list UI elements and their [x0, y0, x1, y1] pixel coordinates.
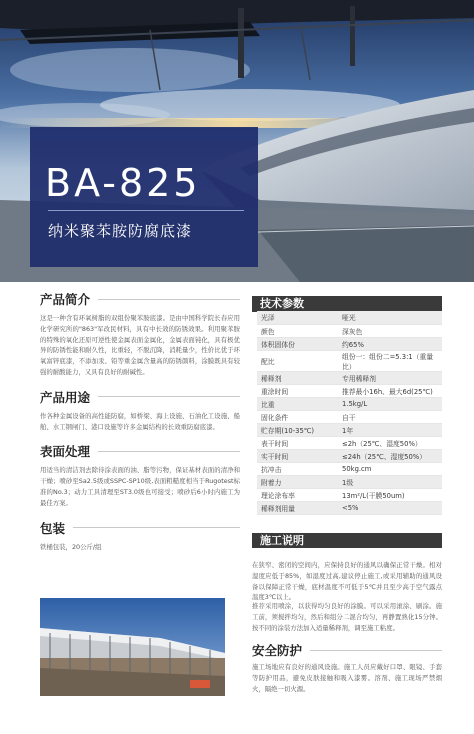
spec-value: 50kg.cm [342, 464, 372, 473]
spec-key: 表干时间 [261, 439, 289, 448]
package-heading [40, 519, 240, 537]
heading-rule [98, 396, 240, 397]
spec-key: 光泽 [257, 311, 338, 324]
product-code: BA-825 [45, 161, 201, 205]
heading-rule [310, 650, 442, 651]
spec-key: 体积固体份 [257, 337, 338, 350]
product-name: 纳米聚苯胺防腐底漆 [48, 222, 193, 240]
spec-row [257, 324, 442, 337]
spec-value: <5% [338, 501, 442, 514]
application-heading: 施工说明 [252, 533, 442, 548]
spec-value: 专用稀释剂 [338, 371, 442, 384]
safety-heading [252, 641, 442, 659]
application-text-1: 在狭窄、密闭的空间内，应保持良好的通风以确保正常干燥。相对湿度应低于85%，如湿度过高,建议停止施工,或采用辅助的通风设备以保障正常干燥，底材温度不可低于5℃并且至少高于空气露点温度3℃以上。 [252, 561, 442, 602]
spec-key: 颜色 [261, 327, 275, 336]
intro-text: 这是一种含有环氧树脂的双组份聚苯胺底漆。是由中国科学院长春应用化学研究所的"863"军改民材料，具有中长效的防锈效果。利用聚苯胺的特殊的氧化还原可逆性使金属表面金属化，金属表面钝化，具有极优异的防锈性能和耐久性，比重轻，不脱沉降，消耗量少，性价比优于环氧富锌底漆，不添加汞、铅等重金属含量高的防锈颜料，涂膜既具有较强的耐酸能力，又具有良好的耐碱性。 [40, 314, 240, 376]
spec-row [257, 397, 442, 410]
station-photo [40, 598, 225, 696]
spec-key: 比重 [257, 397, 338, 410]
spec-row [257, 337, 442, 350]
title-panel [30, 127, 258, 267]
safety-heading-label: 安全防护 [252, 643, 303, 658]
spec-key: 重涂时间 [261, 387, 289, 396]
surface-heading [40, 442, 240, 460]
usage-heading-label: 产品用途 [40, 389, 91, 405]
spec-row [257, 350, 442, 371]
spec-key: 固化条件 [261, 413, 289, 422]
spec-row [257, 423, 442, 436]
spec-key: 抗冲击 [261, 465, 282, 474]
intro-heading [40, 290, 240, 308]
spec-row [257, 488, 442, 501]
spec-key: 附着力 [257, 475, 338, 488]
safety-text: 施工场地应有良好的通风设施。施工人员应戴好口罩、眼镜、手套等防护用品，避免皮肤接触和吸入漆雾。溶剂、施工现场严禁烟火，隔绝一切火源。 [252, 663, 442, 693]
spec-value: 哑光 [338, 311, 442, 324]
spec-row [257, 475, 442, 488]
surface-heading-label: 表面处理 [40, 444, 91, 460]
spec-key: 实干时间 [257, 449, 338, 462]
hero-banner [0, 0, 474, 282]
spec-row [257, 384, 442, 397]
surface-text: 用适当的清洁剂去除待涂表面的油、脂等污物，保证基材表面的清净和干燥；喷砂至Sa2.5级或SSPC-SP10级,表面粗糙度相当于Rugotest标准的No.3；动力工具清理至ST3.0级也可接受；喷砂后6小时内施工为最佳方案。 [40, 466, 240, 507]
heading-rule [73, 527, 240, 528]
left-column [40, 290, 240, 552]
spec-row [257, 449, 442, 462]
usage-text: 作各种金属设备的高性能防腐，如桥梁、海上设施、石油化工设施、船舶、水工钢闸门、港口设施等许多金属结构的长效重防腐底漆。 [40, 411, 240, 431]
spec-value: 深灰色 [342, 327, 363, 336]
heading-rule [98, 451, 240, 452]
spec-value: ≤24h（25℃、湿度50%） [338, 449, 442, 462]
spec-key: 理论涂布率 [261, 491, 295, 500]
spec-row [257, 311, 442, 324]
spec-row [257, 371, 442, 384]
spec-row [257, 462, 442, 475]
spec-key: 稀释剂用量 [257, 501, 338, 514]
spec-value: 1年 [338, 423, 442, 436]
spec-row [257, 410, 442, 423]
spec-row [257, 501, 442, 514]
spec-value: ≤2h（25℃、湿度50%） [342, 439, 422, 448]
spec-value: 1级 [338, 475, 442, 488]
spec-key: 贮存期(10-35℃) [257, 423, 338, 436]
package-text: 铁桶包装，20公斤/组 [40, 542, 102, 551]
usage-heading [40, 388, 240, 406]
heading-rule [98, 299, 240, 300]
title-divider [48, 210, 244, 211]
application-text-2: 推荐采用喷涂，以获得均匀良好的涂膜。可以采用滚涂、刷涂。施工前，须搅拌均匀，然后和组分二混合均匀，再静置熟化15分钟。按不同的涂装方法加入适量稀释剂，调至施工粘度。 [252, 602, 442, 632]
specs-table [257, 311, 442, 515]
spec-value: 约65% [338, 337, 442, 350]
package-heading-label: 包装 [40, 520, 66, 536]
intro-heading-label: 产品简介 [40, 292, 91, 307]
specs-heading: 技术参数 [252, 296, 442, 312]
spec-value: 组份一：组份二=5.3:1（重量比） [342, 352, 434, 371]
spec-value: 推荐最小16h、最大6d(25℃) [342, 387, 433, 396]
spec-value: 13m²/L(干膜50um) [342, 491, 405, 500]
spec-value: 1.5kg/L [338, 397, 442, 410]
spec-key: 稀释剂 [257, 371, 338, 384]
spec-value: 自干 [342, 413, 356, 422]
spec-key: 配比 [261, 357, 275, 366]
spec-row [257, 436, 442, 449]
